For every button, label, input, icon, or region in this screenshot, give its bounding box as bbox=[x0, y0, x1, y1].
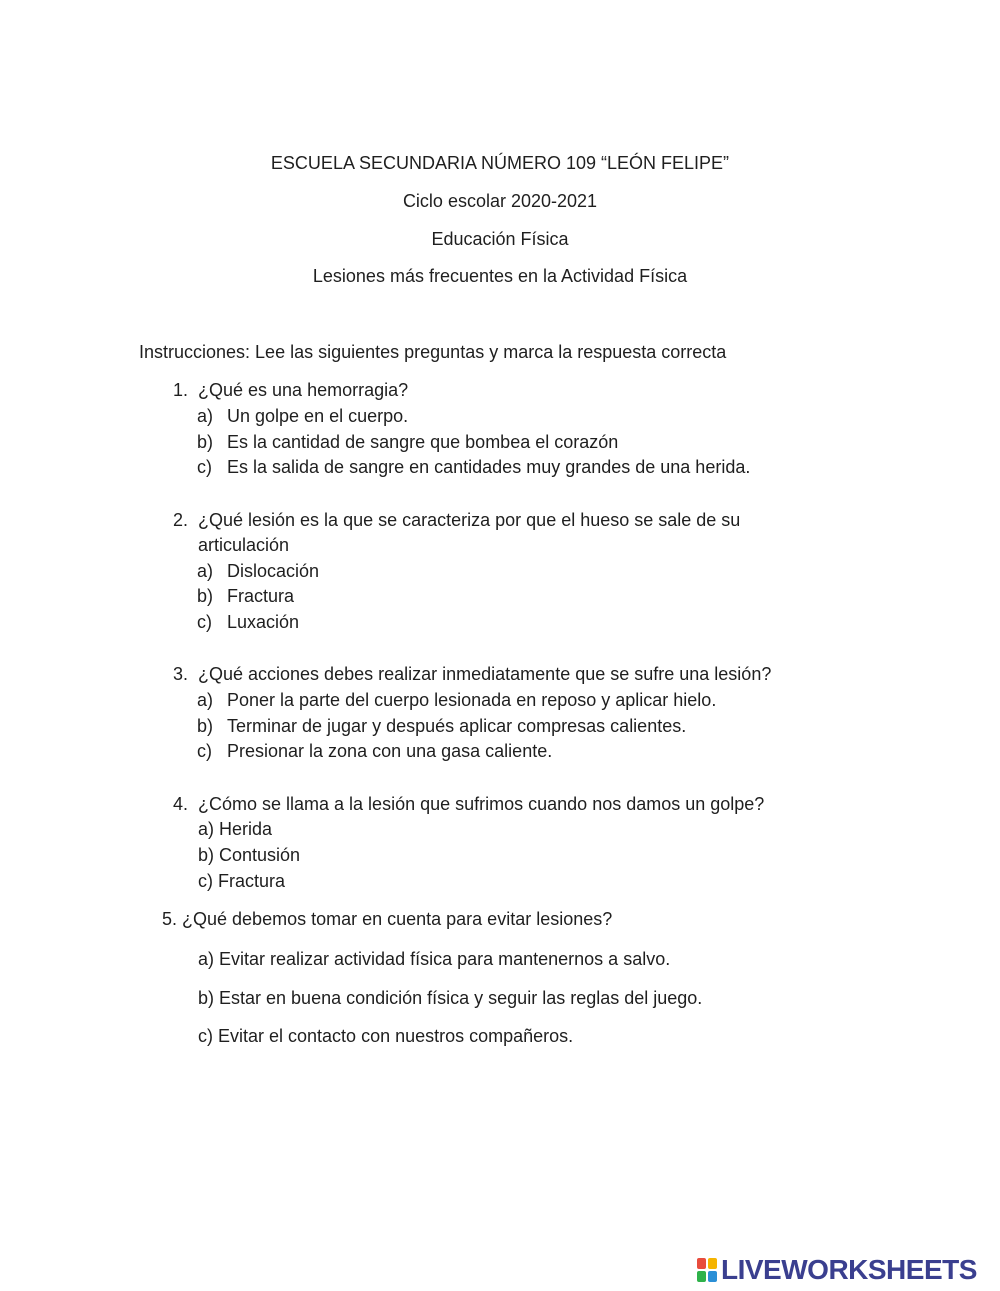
option-a[interactable]: Un golpe en el cuerpo. bbox=[227, 406, 409, 426]
question-text: ¿Cómo se llama a la lesión que sufrimos cuando nos damos un golpe? bbox=[198, 794, 765, 814]
question-text: ¿Qué es una hemorragia? bbox=[198, 380, 409, 400]
option-c[interactable]: Luxación bbox=[227, 612, 300, 632]
logo-mark-tile bbox=[708, 1271, 717, 1282]
logo-mark-tile bbox=[697, 1271, 706, 1282]
option-c[interactable]: c) Evitar el contacto con nuestros compañeros. bbox=[198, 1026, 574, 1046]
question-text: ¿Qué acciones debes realizar inmediatamente que se sufre una lesión? bbox=[198, 664, 772, 684]
option-letter: b) bbox=[197, 586, 214, 606]
option-a[interactable]: Poner la parte del cuerpo lesionada en reposo y aplicar hielo. bbox=[227, 690, 717, 710]
liveworksheets-logo bbox=[696, 1256, 977, 1284]
instructions: Instrucciones: Lee las siguientes preguntas y marca la respuesta correcta bbox=[139, 342, 727, 362]
logo-mark-tile bbox=[708, 1258, 717, 1269]
option-a[interactable]: a) Herida bbox=[198, 819, 273, 839]
subject-title: Educación Física bbox=[431, 229, 569, 249]
option-letter: b) bbox=[197, 432, 214, 452]
option-letter: a) bbox=[197, 690, 214, 710]
logo-mark-icon bbox=[696, 1257, 718, 1283]
logo-text: LIVEWORKSHEETS bbox=[721, 1254, 977, 1285]
question-number: 3. bbox=[172, 664, 188, 684]
option-a[interactable]: Dislocación bbox=[227, 561, 320, 581]
option-b[interactable]: Fractura bbox=[227, 586, 295, 606]
option-c[interactable]: Presionar la zona con una gasa caliente. bbox=[227, 741, 553, 761]
option-c[interactable]: c) Fractura bbox=[198, 871, 286, 891]
question-text-continued: articulación bbox=[198, 535, 290, 555]
question-text: 5. ¿Qué debemos tomar en cuenta para evitar lesiones? bbox=[162, 909, 613, 929]
school-name: ESCUELA SECUNDARIA NÚMERO 109 “LEÓN FELIPE” bbox=[270, 153, 730, 173]
question-number: 4. bbox=[172, 794, 188, 814]
question-number: 2. bbox=[172, 510, 188, 530]
option-letter: a) bbox=[197, 561, 214, 581]
option-b[interactable]: b) Estar en buena condición física y seguir las reglas del juego. bbox=[198, 988, 703, 1008]
logo-mark-tile bbox=[697, 1258, 706, 1269]
topic-title: Lesiones más frecuentes en la Actividad Física bbox=[312, 266, 688, 286]
option-letter: c) bbox=[197, 457, 212, 477]
question-number: 1. bbox=[172, 380, 188, 400]
option-letter: c) bbox=[197, 741, 212, 761]
option-letter: c) bbox=[197, 612, 212, 632]
option-c[interactable]: Es la salida de sangre en cantidades muy grandes de una herida. bbox=[227, 457, 751, 477]
option-letter: b) bbox=[197, 716, 214, 736]
option-letter: a) bbox=[197, 406, 214, 426]
option-b[interactable]: Es la cantidad de sangre que bombea el corazón bbox=[227, 432, 619, 452]
option-b[interactable]: Terminar de jugar y después aplicar compresas calientes. bbox=[227, 716, 687, 736]
school-cycle: Ciclo escolar 2020-2021 bbox=[402, 191, 598, 211]
question-text: ¿Qué lesión es la que se caracteriza por que el hueso se sale de su bbox=[198, 510, 741, 530]
option-a[interactable]: a) Evitar realizar actividad física para mantenernos a salvo. bbox=[198, 949, 671, 969]
option-b[interactable]: b) Contusión bbox=[198, 845, 301, 865]
